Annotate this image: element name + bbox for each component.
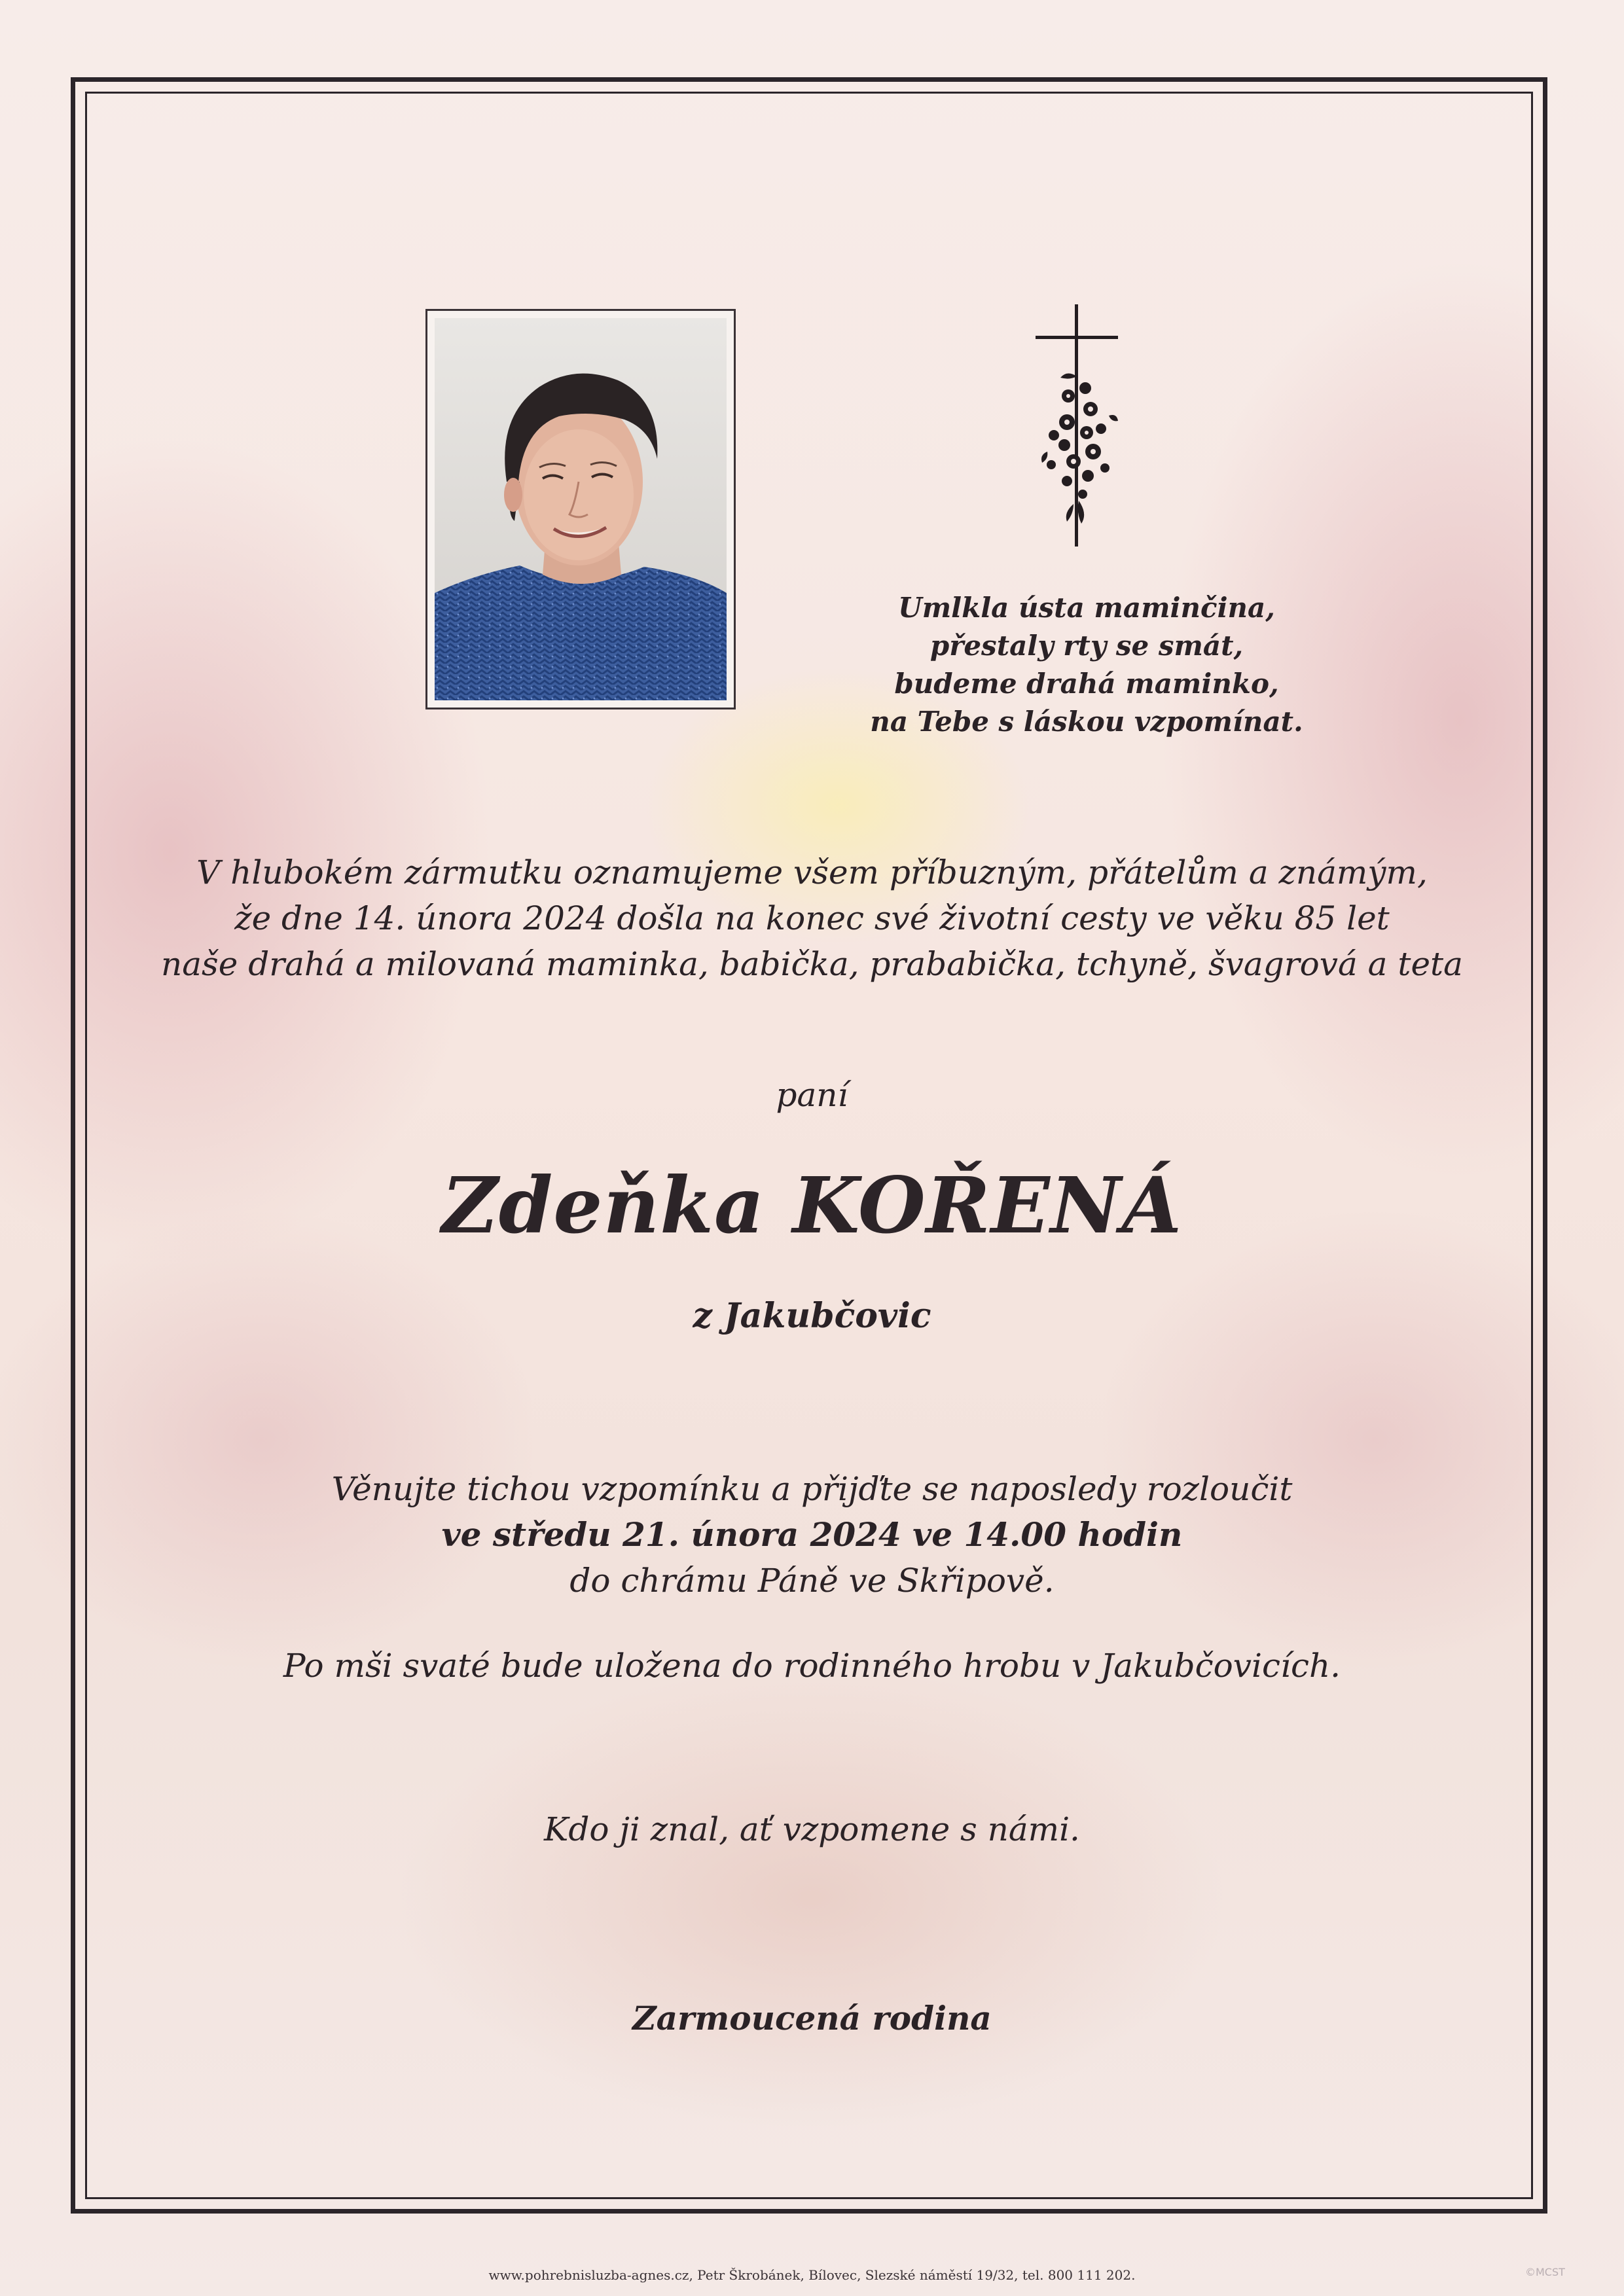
announcement-line: V hlubokém zármutku oznamujeme všem příbuzným, přátelům a známým, (196, 853, 1428, 891)
funeral-invitation: Věnujte tichou vzpomínku a přijďte se naposledy rozloučit (331, 1470, 1293, 1508)
cross-with-flowers-icon (1028, 304, 1126, 547)
portrait-photo (435, 318, 727, 700)
deceased-name: Zdeňka KOŘENÁ (441, 1160, 1183, 1251)
footer-contact: www.pohrebnisluzba-agnes.cz, Petr Škrobánek, Bílovec, Slezské náměstí 19/32, tel. 800 111 202. (488, 2267, 1136, 2283)
verse-line: Umlkla ústa maminčina, (898, 592, 1275, 624)
funeral-datetime: ve středu 21. února 2024 ve 14.00 hodin (441, 1515, 1183, 1554)
deceased-title: paní (776, 1076, 848, 1114)
memorial-verse (825, 589, 1348, 741)
burial-info: Po mši svaté bude uložena do rodinného hrobu v Jakubčovicích. (283, 1647, 1341, 1685)
deceased-origin: z Jakubčovic (693, 1296, 931, 1336)
verse-line: přestaly rty se smát, (929, 630, 1244, 662)
memory-line: Kdo ji znal, ať vzpomene s námi. (544, 1810, 1080, 1848)
announcement-line: naše drahá a milovaná maminka, babička, prababička, tchyně, švagrová a teta (161, 945, 1463, 983)
verse-line: na Tebe s láskou vzpomínat. (870, 706, 1303, 738)
inner-border (85, 92, 1533, 2199)
announcement (0, 850, 1624, 987)
announcement-line: že dne 14. února 2024 došla na konec své životní cesty ve věku 85 let (234, 899, 1390, 937)
portrait-illustration (435, 318, 727, 700)
funeral-info (0, 1466, 1624, 1604)
signature: Zarmoucená rodina (632, 1999, 992, 2037)
verse-line: budeme drahá maminko, (894, 668, 1279, 700)
funeral-place: do chrámu Páně ve Skřipově. (569, 1562, 1055, 1600)
watermark: ©MCST (1525, 2266, 1565, 2278)
